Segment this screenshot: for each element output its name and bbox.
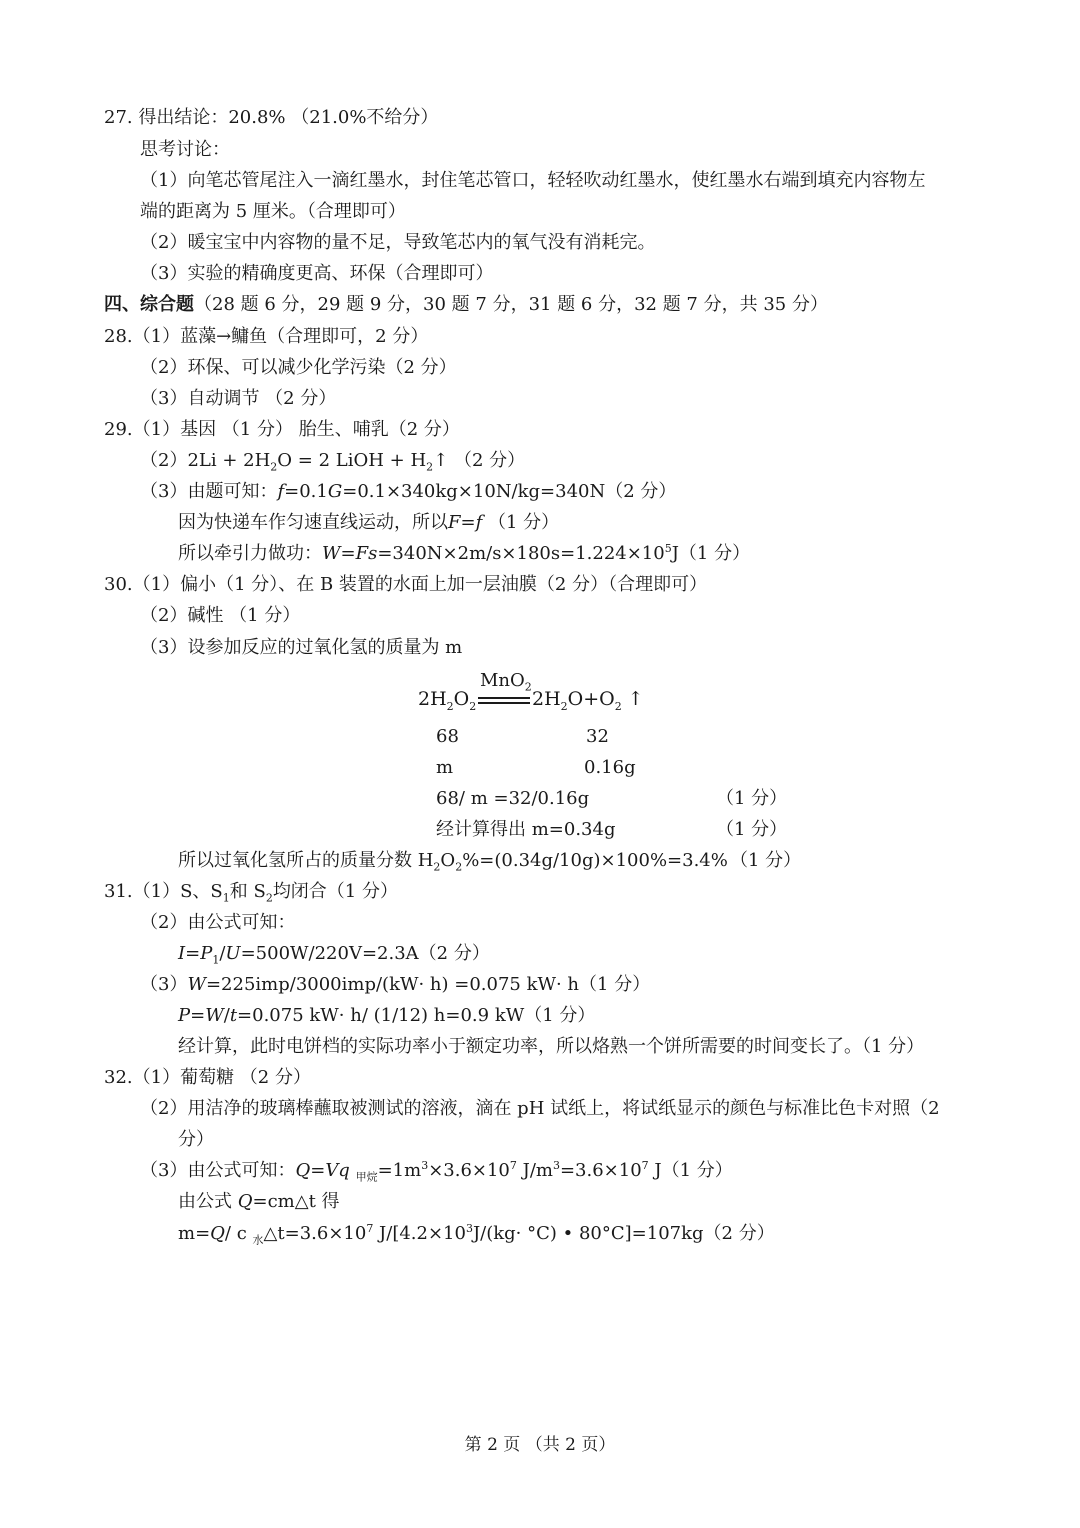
ratio-32: 32 <box>586 726 609 747</box>
q28-item-2: （2）环保、可以减少化学污染（2 分） <box>140 357 457 378</box>
q31-power-calc: P=W/t=0.075 kW· h/ (1/12) h=0.9 kW（1 分） <box>178 1005 596 1026</box>
q27-item-3: （3）实验的精确度更高、环保（合理即可） <box>140 263 494 284</box>
q30-item-3: （3）设参加反应的过氧化氢的质量为 m <box>140 637 463 658</box>
q30-item-2: （2）碱性 （1 分） <box>140 605 301 626</box>
up-arrow-icon: ↑ <box>627 688 644 710</box>
unknown-m: m <box>436 757 454 778</box>
q27-item-2: （2）暖宝宝中内容物的量不足，导致笔芯内的氧气没有消耗完。 <box>140 232 656 253</box>
section-detail: （28 题 6 分，29 题 9 分，30 题 7 分，31 题 6 分，32 题 7 分，共 35 分） <box>194 294 828 315</box>
section-heading <box>104 293 828 317</box>
mass-fraction: 所以过氧化氢所占的质量分数 $H_2O_2\%=(0.34g/10g)\times 100\%=3.4\%$ <box>178 850 728 874</box>
q27-item-1-cont: 端的距离为 5 厘米。（合理即可） <box>140 201 406 222</box>
q27-conclusion: 27. 得出结论：20.8% （21.0%不给分） <box>104 107 439 128</box>
result-m: 经计算得出 m=0.34g <box>436 819 616 840</box>
catalyst-label: MnO$_2$ <box>480 670 532 694</box>
q32-mass-calc: m=Q/ c $_水\triangle t=3.6\times 10^7$ $J/[4.2\times 10^3J/(kg\cdot ^\circ C)$ • 80°C]=107kg（2 分） <box>178 1222 775 1247</box>
page-footer: 第 2 页 （共 2 页） <box>464 1435 616 1455</box>
q31-conclusion: 经计算，此时电饼档的实际功率小于额定功率，所以烙熟一个饼所需要的时间变长了。（1 分） <box>178 1036 925 1057</box>
q27-item-1: （1）向笔芯管尾注入一滴红墨水，封住笔芯管口，轻轻吹动红墨水，使红墨水右端到填充内容物左 <box>140 170 926 191</box>
known-mass: 0.16g <box>584 757 636 778</box>
q32-item-3: （3）由公式可知：Q=Vq $_{甲烷}=1m^3\times 3.6\times 10^7$ $J/m^3=3.6\times 10^7$ J（1 分） <box>140 1159 733 1184</box>
q32-item-2-cont: 分） <box>178 1129 214 1150</box>
q31-item-2: （2）由公式可知： <box>140 912 296 933</box>
q32-formula: 由公式 Q=cm△t 得 <box>178 1191 340 1212</box>
q30-item-1: 30.（1）偏小（1 分）、在 B 装置的水面上加一层油膜（2 分）（合理即可） <box>104 574 708 595</box>
q29-item-1: 29.（1）基因 （1 分） 胎生、哺乳（2 分） <box>104 419 460 440</box>
q31-item-1: 31.（1）S、$S_1$和 $S_2$均闭合（1 分） <box>104 881 398 905</box>
result-score: （1 分） <box>716 819 788 840</box>
q32-item-1: 32.（1）葡萄糖 （2 分） <box>104 1067 311 1088</box>
q28-item-1: 28.（1）蓝藻→鳙鱼（合理即可，2 分） <box>104 326 429 347</box>
q31-current-calc: $I=P_1/U=500W/220V=2.3A(2$ 分） <box>178 943 490 967</box>
equation-reactant: $2H_2O_2$ <box>418 688 477 713</box>
q29-item-3: （3）由题可知：f=0.1G=0.1×340kg×10N/kg=340N（2 分） <box>140 481 677 502</box>
chemical-equation <box>418 670 648 720</box>
proportion: 68/ m =32/0.16g <box>436 788 590 809</box>
q28-item-3: （3）自动调节 （2 分） <box>140 388 337 409</box>
q32-item-2: （2）用洁净的玻璃棒蘸取被测试的溶液，滴在 pH 试纸上，将试纸显示的颜色与标准比色卡对照（2 <box>140 1098 940 1119</box>
q29-item-3-line-2: 因为快递车作匀速直线运动，所以F=f （1 分） <box>178 512 560 533</box>
ratio-68: 68 <box>436 726 459 747</box>
equation-bar-top <box>478 697 530 699</box>
equation-bar-bottom <box>478 702 530 704</box>
mass-fraction-score: （1 分） <box>730 850 802 871</box>
q27-discussion-label: 思考讨论： <box>140 139 230 160</box>
proportion-score: （1 分） <box>716 788 788 809</box>
q31-item-3: （3）W=225imp/3000imp/(kW· h) =0.075 kW· h（1 分） <box>140 974 651 995</box>
q29-item-3-line-3: 所以牵引力做功：$W=Fs=340N\times 2m/s\times 180s=1.224\times 10^5J(1$ 分） <box>178 542 751 564</box>
equation-products: $2H_2O+O_2$ ↑ <box>532 688 644 713</box>
q29-item-2: $(2)2Li + 2H_2O = 2$ LiOH + $H_2↑$ （2 分） <box>140 450 526 474</box>
section-title: 四、综合题 <box>104 294 194 315</box>
